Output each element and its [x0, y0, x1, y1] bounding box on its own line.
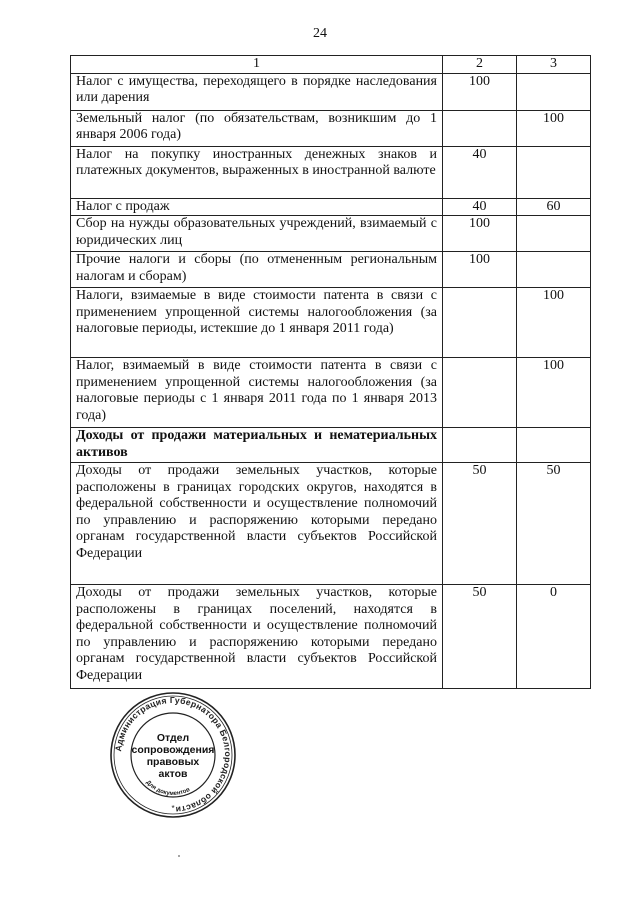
table-row [71, 198, 591, 216]
revenue-item-name: Прочие налоги и сборы (по отмененным региональным налогам и сборам) [71, 252, 443, 288]
seal-center [108, 690, 238, 820]
page-number: 24 [313, 26, 327, 41]
municipal-share-value: 50 [517, 463, 591, 585]
table-row [71, 252, 591, 288]
municipal-share-value [517, 73, 591, 110]
column-header-2: 2 [443, 56, 517, 74]
svg-text:Администрация Губернатора Белг: Администрация Губернатора Белгородской области [113, 694, 234, 815]
revenue-item-name: Налог с имущества, переходящего в порядке наследования или дарения [71, 73, 443, 110]
revenue-item-name: Сбор на нужды образовательных учреждений, взимаемый с юридических лиц [71, 216, 443, 252]
regional-share-value: 40 [443, 146, 517, 198]
seal-line-1: Отдел [156, 732, 190, 744]
regional-share-value [443, 110, 517, 146]
revenue-item-name: Налог на покупку иностранных денежных знаков и платежных документов, выраженных в иностранной валюте [71, 146, 443, 198]
regional-share-value: 100 [443, 73, 517, 110]
regional-share-value [443, 288, 517, 358]
svg-text:Для документов: Для документов [144, 779, 192, 798]
table-row [71, 463, 591, 585]
seal-line-4: актов [158, 768, 188, 780]
revenue-item-name: Доходы от продажи земельных участков, которые расположены в границах поселений, находятся в федеральной собственности и осуществление полномочий по управлению и распоряжению которыми передано органам государственной власти субъектов Российской Федерации [71, 585, 443, 689]
table-row [71, 110, 591, 146]
municipal-share-value [517, 428, 591, 463]
svg-text:*: * [171, 804, 175, 813]
table-row [71, 358, 591, 428]
revenue-item-name: Доходы от продажи земельных участков, которые расположены в границах городских округов, находятся в федеральной собственности и осуществление полномочий по управлению и распоряжению которыми передано органам государственной власти субъектов Российской Федерации [71, 463, 443, 585]
table-row [71, 216, 591, 252]
regional-share-value [443, 358, 517, 428]
municipal-share-value [517, 216, 591, 252]
municipal-share-value: 60 [517, 198, 591, 216]
municipal-share-value: 100 [517, 110, 591, 146]
table-row [71, 146, 591, 198]
regional-share-value: 100 [443, 216, 517, 252]
municipal-share-value [517, 252, 591, 288]
municipal-share-value: 0 [517, 585, 591, 689]
revenue-item-name: Доходы от продажи материальных и нематериальных активов [71, 428, 443, 463]
regional-share-value: 100 [443, 252, 517, 288]
revenue-table [70, 55, 591, 689]
column-header-3: 3 [517, 56, 591, 74]
municipal-share-value: 100 [517, 358, 591, 428]
scan-speck [178, 855, 180, 857]
regional-share-value: 40 [443, 198, 517, 216]
column-header-1: 1 [71, 56, 443, 74]
revenue-item-name: Налог, взимаемый в виде стоимости патента в связи с применением упрощенной системы налогообложения (за налоговые периоды с 1 января 2011 года по 1 января 2013 года) [71, 358, 443, 428]
table-row [71, 73, 591, 110]
regional-share-value: 50 [443, 463, 517, 585]
table-row [71, 428, 591, 463]
table-row [71, 585, 591, 689]
table-row [71, 288, 591, 358]
table-header-row [71, 56, 591, 74]
revenue-item-name: Налог с продаж [71, 198, 443, 216]
seal-line-3: правовых [146, 756, 200, 768]
municipal-share-value: 100 [517, 288, 591, 358]
regional-share-value: 50 [443, 585, 517, 689]
revenue-item-name: Земельный налог (по обязательствам, возникшим до 1 января 2006 года) [71, 110, 443, 146]
revenue-item-name: Налоги, взимаемые в виде стоимости патента в связи с применением упрощенной системы налогообложения (за налоговые периоды, истекшие до 1 января 2011 года) [71, 288, 443, 358]
regional-share-value [443, 428, 517, 463]
seal-line-2: сопровождения [131, 744, 215, 756]
official-seal [108, 690, 238, 820]
municipal-share-value [517, 146, 591, 198]
